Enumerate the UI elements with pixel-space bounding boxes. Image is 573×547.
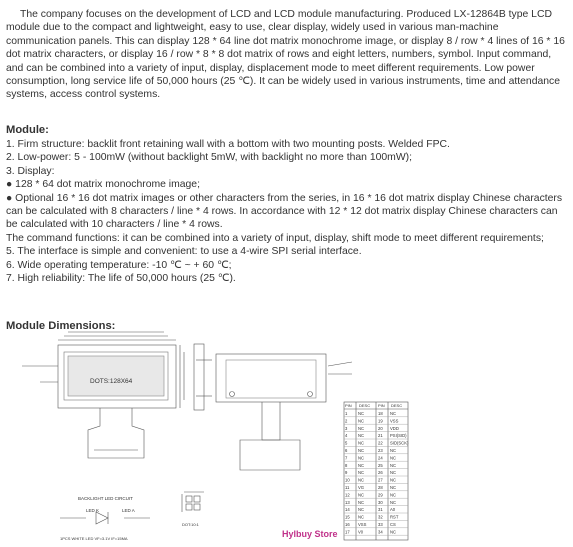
pin-cell: NC bbox=[358, 462, 365, 468]
pin-cell: 10 bbox=[345, 477, 350, 483]
lcd-active-area bbox=[68, 356, 164, 396]
fpc-tail bbox=[88, 408, 144, 458]
intro-paragraph: The company focuses on the development of LCD and LCD module manufacturing. Produced LX-12864B type LCD module due to the compact and lightweight, easy to use, clear display, widely used in various man-machine communication panels. This can display 128 * 64 line dot matrix monochrome image, or display 8 / row * 4 lines of 16 * 16 dot matrix characters, or display 16 / row * 8 * 8 dot matrix of rows and eight letters, numbers, symbol. Input command, and can be combined into a variety of input, display, displacement mode to meet different requirements. Low power consumption, long service life of 50,000 hours (25 ℃). It can be widely used in various instruments, time and attendance systems, access control systems. bbox=[6, 9, 565, 101]
pin-cell: 2 bbox=[345, 418, 348, 424]
led-a-label: LED A bbox=[122, 508, 135, 513]
module-dimensions-drawing bbox=[0, 330, 573, 547]
pin-cell: NC bbox=[358, 433, 365, 439]
pin-cell: 15 bbox=[345, 514, 350, 520]
pin-cell: NC bbox=[358, 507, 365, 513]
led-k-label: LED K bbox=[86, 508, 100, 513]
pin-cell: 34 bbox=[378, 529, 383, 535]
desc-header: DESC bbox=[391, 403, 403, 408]
pin-cell: NC bbox=[358, 499, 365, 505]
pin-cell: 21 bbox=[378, 433, 383, 439]
pin-cell: 12 bbox=[345, 492, 350, 498]
pin-header: PIN bbox=[378, 403, 385, 408]
pin-cell: NC bbox=[390, 470, 397, 476]
pin-cell: 6 bbox=[345, 448, 348, 453]
pin-cell: NC bbox=[358, 514, 365, 520]
rear-view bbox=[216, 354, 326, 402]
pin-cell: NC bbox=[358, 470, 365, 476]
led-symbol bbox=[96, 512, 108, 524]
pin-cell: NC bbox=[390, 455, 397, 461]
module-item: The command functions: it can be combined into a variety of input, display, shift mode to meet different requirements; bbox=[6, 232, 544, 244]
module-item: 1. Firm structure: backlit front retaining wall with a bottom with two mounting posts. Welded FPC. bbox=[6, 139, 450, 150]
pin-cell: VSS bbox=[390, 418, 399, 424]
module-item: 2. Low-power: 5 - 100mW (without backlight 5mW, with backlight no more than 100mW); bbox=[6, 152, 412, 164]
pin-cell: NC bbox=[358, 455, 365, 461]
pin-cell: VSS bbox=[358, 522, 367, 527]
module-item: 3. Display: bbox=[6, 165, 55, 177]
pin-cell: 30 bbox=[378, 499, 383, 505]
pin-cell: 22 bbox=[378, 440, 383, 446]
pin-cell: 17 bbox=[345, 529, 350, 535]
pin-cell: 14 bbox=[345, 507, 350, 513]
pin-cell: 27 bbox=[378, 477, 383, 483]
module-list bbox=[6, 138, 568, 285]
pin-cell: V0 bbox=[358, 529, 364, 535]
rear-fpc bbox=[262, 402, 280, 440]
store-watermark: Hylbuy Store bbox=[282, 529, 338, 539]
dimensions-title: Module Dimensions: bbox=[6, 320, 116, 332]
pin-cell: 33 bbox=[378, 522, 383, 527]
pin-header: PIN bbox=[345, 403, 352, 408]
module-item: 7. High reliability: The life of 50,000 hours (25 ℃). bbox=[6, 273, 236, 285]
pin-cell: 29 bbox=[378, 492, 383, 498]
pin-cell: 1 bbox=[345, 411, 348, 416]
dots-label: DOTS:128X64 bbox=[90, 378, 133, 385]
pin-cell: NC bbox=[358, 425, 365, 431]
pin-cell: NC bbox=[390, 492, 397, 498]
pin-cell: 19 bbox=[378, 418, 383, 424]
pin-cell: 32 bbox=[378, 514, 383, 520]
pin-cell: NC bbox=[390, 462, 397, 468]
pin-cell: 11 bbox=[345, 485, 350, 490]
dot-note: DOT:10:1 bbox=[182, 522, 199, 527]
pin-cell: NC bbox=[390, 448, 397, 453]
pin-cell: 26 bbox=[378, 470, 383, 476]
pin-cell: 28 bbox=[378, 485, 383, 490]
backlight-circuit-title: BACKLIGHT LED CIRCUIT bbox=[78, 496, 133, 501]
pin-cell: NC bbox=[390, 477, 397, 483]
pin-rows bbox=[344, 411, 409, 535]
pin-cell: NC bbox=[358, 411, 365, 416]
side-view bbox=[194, 344, 204, 410]
pin-cell: 18 bbox=[378, 411, 383, 416]
module-title: Module: bbox=[6, 124, 49, 136]
module-item: 6. Wide operating temperature: -10 ℃ ~ + 60 ℃; bbox=[6, 259, 232, 271]
pin-cell: 20 bbox=[378, 425, 383, 431]
pin-cell: NC bbox=[390, 499, 397, 505]
pin-cell: RST bbox=[390, 514, 399, 520]
pin-cell: NC bbox=[390, 411, 397, 416]
module-item: ● Optional 16 * 16 dot matrix images or other characters from the series, in 16 * 16 dot matrix display Chinese characters can be calculated with 8 characters / line * 4 rows. In accordance with 12 * 12 dot matrix display Chinese characters can be calculated with 10 characters / line * 4 rows. bbox=[6, 192, 563, 231]
pin-cell: 13 bbox=[345, 499, 350, 505]
pin-cell: A0 bbox=[390, 507, 396, 513]
pin-cell: 23 bbox=[378, 448, 383, 453]
pin-cell: NC bbox=[358, 418, 365, 424]
pin-cell: 8 bbox=[345, 462, 348, 468]
desc-header: DESC bbox=[359, 403, 371, 408]
pin-cell: 16 bbox=[345, 522, 350, 527]
module-item: ● 128 * 64 dot matrix monochrome image; bbox=[6, 179, 200, 191]
module-item: 5. The interface is simple and convenient: to use a 4-wire SPI serial interface. bbox=[6, 246, 362, 258]
pin-cell: NC bbox=[358, 477, 365, 483]
pin-cell: 7 bbox=[345, 455, 348, 461]
pin-cell: 4 bbox=[345, 433, 348, 439]
pin-cell: NC bbox=[390, 529, 397, 535]
pin-cell: 24 bbox=[378, 455, 383, 461]
pin-cell: NC bbox=[358, 448, 365, 453]
pin-cell: NC bbox=[358, 440, 365, 446]
pin-cell: CS bbox=[390, 522, 396, 527]
pin-cell: 3 bbox=[345, 425, 348, 431]
pin-cell: SID(SCK) bbox=[390, 440, 409, 446]
pin-cell: VDD bbox=[390, 425, 399, 431]
pin-cell: VG bbox=[358, 485, 365, 490]
pin-cell: 5 bbox=[345, 440, 348, 446]
circuit-note: 1PCS WHITE LED VF=3.1V IF=15MA bbox=[60, 536, 128, 541]
pin-cell: 31 bbox=[378, 507, 383, 513]
pin-cell: NC bbox=[358, 492, 365, 498]
pin-cell: PSI(SID) bbox=[390, 433, 407, 439]
pin-cell: 9 bbox=[345, 470, 348, 476]
pin-cell: NC bbox=[390, 485, 397, 490]
pin-cell: 25 bbox=[378, 462, 383, 468]
pin-table bbox=[344, 402, 409, 540]
